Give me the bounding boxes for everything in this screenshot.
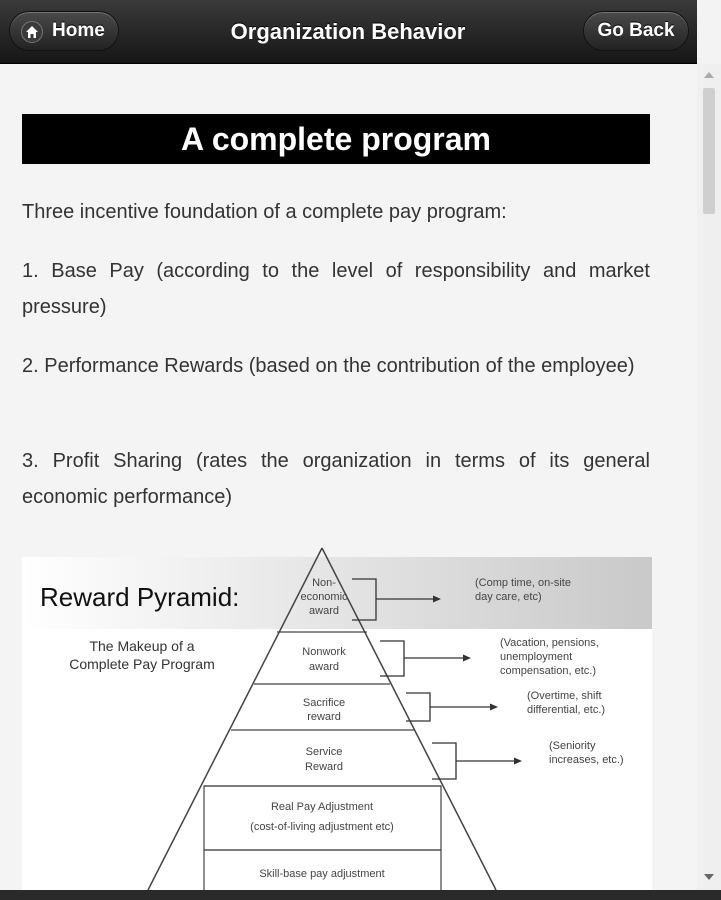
- note-2-line1: (Vacation, pensions,: [500, 637, 599, 649]
- content-area: [0, 64, 697, 890]
- pyramid-subtitle-line1: The Makeup of a: [89, 638, 195, 654]
- level-2-line1: Nonwork: [302, 646, 346, 658]
- list-item-performance-rewards: 2. Performance Rewards (based on the contribution of the employee): [22, 355, 635, 377]
- note-4-line1: (Seniority: [549, 740, 596, 752]
- bottom-bar: [0, 890, 721, 900]
- level-3-line1: Sacrifice: [302, 697, 346, 709]
- level-6-line1: Skill-base pay adjustment: [259, 868, 385, 880]
- level-5-line2: (cost-of-living adjustment etc): [250, 821, 394, 833]
- note-3-line2: differential, etc.): [527, 704, 606, 716]
- note-4-line2: increases, etc.): [549, 754, 624, 766]
- pyramid-title: Reward Pyramid:: [40, 582, 240, 612]
- scrollbar-thumb[interactable]: [703, 88, 715, 214]
- level-2-line2: award: [309, 661, 339, 673]
- reward-pyramid-diagram: [22, 544, 652, 890]
- section-heading: A complete program: [22, 114, 650, 164]
- note-3-line1: (Overtime, shift: [527, 690, 602, 702]
- level-1-line2: economic: [300, 591, 348, 603]
- level-1-line3: award: [309, 605, 339, 617]
- list-item-profit-sharing: 3. Profit Sharing (rates the organization in terms of its general economic performance): [22, 450, 650, 508]
- level-4-line2: Reward: [305, 761, 343, 773]
- vertical-scrollbar[interactable]: [697, 64, 721, 890]
- note-2-line2: unemployment: [500, 651, 573, 663]
- level-4-line1: Service: [305, 746, 343, 758]
- go-back-button[interactable]: Go Back: [583, 11, 689, 51]
- level-3-line2: reward: [307, 711, 341, 723]
- page-title: Organization Behavior: [230, 19, 466, 44]
- scroll-down-arrow-icon[interactable]: [704, 874, 714, 880]
- note-1-line1: (Comp time, on-site: [475, 577, 571, 589]
- home-icon: [21, 21, 43, 43]
- level-1-line1: Non-: [312, 577, 336, 589]
- pyramid-subtitle-line2: Complete Pay Program: [69, 656, 215, 672]
- home-button-label: Home: [52, 20, 105, 41]
- level-5-line1: Real Pay Adjustment: [270, 801, 374, 813]
- header-bar: [0, 0, 697, 64]
- note-1-line2: day care, etc): [475, 591, 542, 603]
- intro-text: Three incentive foundation of a complete pay program:: [22, 201, 507, 223]
- home-button[interactable]: [9, 11, 119, 51]
- scroll-up-arrow-icon[interactable]: [704, 72, 714, 78]
- list-item-base-pay: 1. Base Pay (according to the level of responsibility and market pressure): [22, 260, 650, 318]
- note-2-line3: compensation, etc.): [500, 665, 596, 677]
